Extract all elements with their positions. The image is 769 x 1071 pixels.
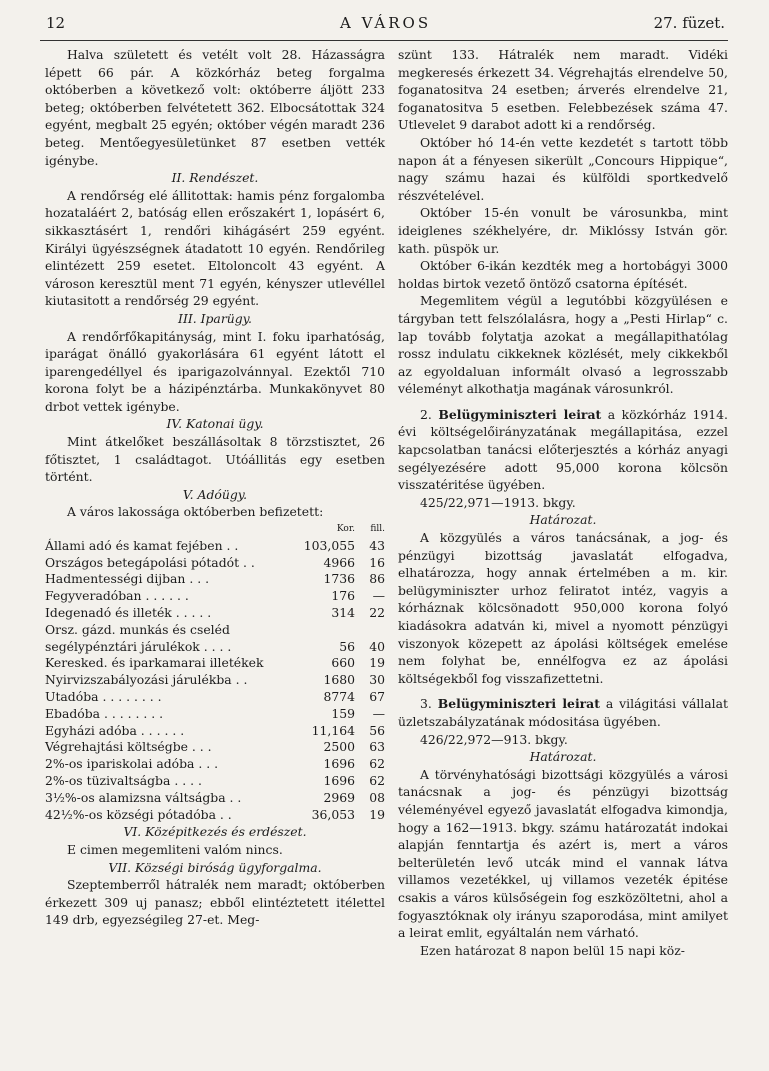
tax-fill: —	[372, 705, 385, 721]
item-3-bold: Belügyminiszteri leirat	[437, 696, 600, 712]
tax-fill: 62	[369, 756, 385, 772]
tax-name: Utadóba . . . . . . . .	[45, 689, 162, 704]
item-2-reference: 425/22,971—1913. bkgy.	[420, 494, 576, 510]
tax-row	[45, 622, 385, 656]
column-header-kor: Kor.	[336, 524, 355, 535]
bishop-paragraph: Október 15-én vonult be városunkba, mint ideiglenes székhelyére, dr. Miklóssy István gör. kath. püspök ur.	[398, 205, 728, 256]
tax-fill: 08	[369, 789, 385, 805]
concours-paragraph: Október hó 14-én vette kezdetét s tartott több napon át a fényesen sikerült „Concours Hippique“, nagy számu hazai és külföldi sportkedvelő részvételével.	[398, 134, 728, 203]
tax-kor: 103,055	[303, 537, 355, 553]
item-2-hatarozat: Határozat.	[529, 512, 597, 528]
column-header-fill: fill.	[370, 524, 385, 535]
tax-row	[45, 655, 385, 672]
tax-name: Országos betegápolási pótadót . .	[45, 554, 255, 570]
birosag-paragraph: Szeptemberről hátralék nem maradt; októberben érkezett 309 uj panasz; ebből elintéztetett itélettel 149 drb, egyezségileg 27-et. Meg-	[45, 877, 385, 928]
issue-number: 27. füzet.	[653, 14, 725, 32]
section-heading-kozepitkezes: VI. Középitkezés és erdészet.	[123, 824, 307, 840]
tax-kor: 1736	[323, 571, 355, 587]
item-3-closing: Ezen határozat 8 napon belül 15 napi köz-	[420, 942, 685, 958]
iparugy-paragraph: A rendőrfőkapitányság, mint I. foku iparhatóság, iparágat önálló gyakorlására 61 egyént látott el iparengedéllyel és iparigazolvánnyal. Ezektől 710 korona folyt be a házipénztárba. Munkakönyvet 80 drbot vettek igénybe.	[45, 328, 385, 414]
tax-kor: 1680	[323, 672, 355, 688]
tax-name: Hadmentességi dijban . . .	[45, 571, 210, 587]
right-column	[398, 46, 728, 959]
section-heading-adougy: V. Adóügy.	[182, 486, 248, 502]
tax-row	[45, 538, 385, 555]
tax-kor: 176	[331, 588, 355, 604]
tax-fill: —	[372, 588, 385, 604]
tax-name: Orsz. gázd. munkás és cseléd segélypénztári járulékok . . . .	[45, 621, 232, 654]
tax-row	[45, 773, 385, 790]
item-3-hatarozat: Határozat.	[529, 749, 597, 765]
tax-kor: 314	[331, 605, 355, 621]
tax-row	[45, 689, 385, 706]
press-paragraph: Megemlitem végül a legutóbbi közgyülésen e tárgyban tett felszólalásra, hogy a „Pesti Hirlap“ c. lap tovább folytatja azokat a megállapithatólag rossz indulatu cikkeknek közlését, mely cikkekből az egyoldaluan informált olvasó a legrosszabb véleményt alkothatja magának városunkról.	[398, 293, 728, 397]
tax-name: Keresked. és iparkamarai illetékek	[45, 655, 264, 671]
intro-paragraph: Halva született és vetélt volt 28. Házasságra lépett 66 pár. A közkórház beteg forgalma októberben a következő volt: októberre áljött 233 beteg; októberben felvétetett 362. Elbocsátottak 324 egyént, megbalt 25 egyén; október végén maradt 236 beteg. Mentőegyesületünket 87 esetben vették igénybe.	[45, 47, 385, 168]
tax-fill: 86	[369, 571, 385, 587]
tax-kor: 36,053	[311, 806, 355, 822]
tax-kor: 11,164	[311, 722, 355, 738]
tax-kor: 56	[339, 638, 355, 654]
tax-fill: 43	[369, 537, 385, 553]
tax-fill: 56	[369, 722, 385, 738]
tax-fill: 19	[369, 806, 385, 822]
tax-name: 42½%-os községi pótadóba . .	[45, 806, 232, 822]
item-2-resolution: A közgyülés a város tanácsának, a jog- és pénzügyi bizottság javaslatát elfogadva, elhatározza, hogy annak értelmében a m. kir. belügyminiszter urhoz feliratot intéz, vagyis a kórháznak kölcsönadott 950,000 korona folyó kiadásokra adatván ki, mivel a nyomott pénzügyi viszonyok közepett az ápolási költségek emelése nem folyhat be, ennélfogva ez az ápolási költségekből fog visszafizettetni.	[398, 530, 728, 686]
tax-name: 3½%-os alamizsna váltságba . .	[45, 789, 242, 805]
tax-kor: 2969	[323, 789, 355, 805]
tax-name: 2%-os tüzivaltságba . . . .	[45, 772, 202, 788]
section-heading-katonai: IV. Katonai ügy.	[166, 416, 264, 432]
tax-row	[45, 723, 385, 740]
tax-fill: 40	[369, 638, 385, 654]
tax-kor: 660	[331, 655, 355, 671]
page-header	[40, 14, 725, 40]
tax-name: Fegyveradóban . . . . . .	[45, 588, 189, 604]
tax-row	[45, 605, 385, 622]
tax-name: Egyházi adóba . . . . . .	[45, 722, 185, 738]
tax-row	[45, 588, 385, 605]
journal-title: A VÁROS	[340, 14, 432, 32]
continued-paragraph: szünt 133. Hátralék nem maradt. Vidéki megkeresés érkezett 34. Végrehajtás elrendelve 50, foganatositva 24 esetben; árverés elrendelve 21, foganatositva 5 esetben. Felebbezések száma 47. Utlevelet 9 darabot adott ki a rendőrség.	[398, 47, 728, 133]
tax-row	[45, 555, 385, 572]
tax-kor: 4966	[323, 554, 355, 570]
tax-fill: 67	[369, 689, 385, 704]
tax-kor: 1696	[323, 772, 355, 788]
tax-fill: 19	[369, 655, 385, 671]
section-heading-birosag: VII. Községi biróság ügyforgalma.	[108, 859, 322, 875]
tax-kor: 1696	[323, 756, 355, 772]
tax-table	[45, 521, 385, 823]
tax-row	[45, 706, 385, 723]
tax-kor: 8774	[323, 689, 355, 704]
item-3-resolution: A törvényhatósági bizottsági közgyülés a városi tanácsnak a jog- és pénzügyi bizottság véleményével egyező javaslatát elfogadva kimondja, hogy a 162—1913. bkgy. számu határozatát indokai alapján fenntartja és azért is, mert a város belterületén levő utcák mind el vannak látva villamos vezetékkel, uj villamos vezeték épitése csakis a város külsőségein fog eszközöltetni, ahol a fogyasztóknak oly irányu szaporodása, mint amilyet a leirat emlit, egyáltalán nem várható.	[398, 766, 728, 941]
item-3-title: 3. Belügyminiszteri leirat a világitási vállalat üzletszabályzatának módositása ügyében.	[398, 696, 728, 729]
tax-fill: 63	[369, 739, 385, 755]
header-rule	[40, 40, 728, 41]
kozepitkezes-paragraph: E cimen megemliteni valóm nincs.	[67, 841, 283, 857]
tax-row	[45, 756, 385, 773]
section-heading-iparugy: III. Iparügy.	[178, 310, 252, 326]
tax-kor: 2500	[323, 739, 355, 755]
tax-fill: 30	[369, 672, 385, 688]
rendeszet-paragraph: A rendőrség elé állitottak: hamis pénz forgalomba hozataláért 2, batóság ellen erőszakért 1, lopásért 6, sikkasztásért 1, rendőri kihágásért 259 egyént. Királyi ügyészségnek átadatott 10 egyén. Rendőrileg elintézett 259 esetet. Eltoloncolt 43 egyént. A városon keresztül ment 71 egyén, kényszer utlevéllel kiutasitott a rendőrség 29 egyént.	[45, 187, 385, 309]
tax-fill: 16	[369, 554, 385, 570]
tax-name: Nyirvizszabályozási járulékba . .	[45, 672, 248, 688]
tax-name: Végrehajtási költségbe . . .	[45, 739, 212, 755]
tax-row	[45, 571, 385, 588]
tax-kor: 159	[331, 705, 355, 721]
tax-row	[45, 790, 385, 807]
item-2-bold: Belügyminiszteri leirat	[438, 406, 602, 422]
tax-name: 2%-os ipariskolai adóba . . .	[45, 756, 219, 772]
left-column	[45, 46, 385, 929]
tax-fill: 62	[369, 772, 385, 788]
tax-name: Állami adó és kamat fejében . .	[45, 537, 239, 553]
tax-row	[45, 739, 385, 756]
tax-name: Ebadóba . . . . . . . .	[45, 705, 164, 721]
item-2-title: 2. Belügyminiszteri leirat a közkórház 1914. évi költségelőirányzatának megállapitása, ezzel kapcsolatban tanácsi előterjesztés a kórház anyagi segélyezésére adott 95,000 korona kölcsön visszatéritése ügyében.	[398, 406, 728, 493]
katonai-paragraph: Mint átkelőket beszállásoltak 8 törzstisztet, 26 főtisztet, 1 családtagot. Utóállitás egy esetben történt.	[45, 434, 385, 485]
adougy-paragraph: A város lakossága októberben befizetett:	[67, 504, 324, 520]
tax-row	[45, 672, 385, 689]
tax-name: Idegenadó és illeték . . . . .	[45, 605, 212, 621]
tax-fill: 22	[369, 605, 385, 621]
page-number: 12	[46, 14, 66, 32]
item-3-reference: 426/22,972—913. bkgy.	[420, 731, 568, 747]
section-heading-rendeszet: II. Rendészet.	[171, 170, 259, 186]
tax-row	[45, 807, 385, 824]
canal-paragraph: Október 6-ikán kezdték meg a hortobágyi 3000 holdas birtok vezető öntöző csatorna építését.	[398, 258, 728, 291]
